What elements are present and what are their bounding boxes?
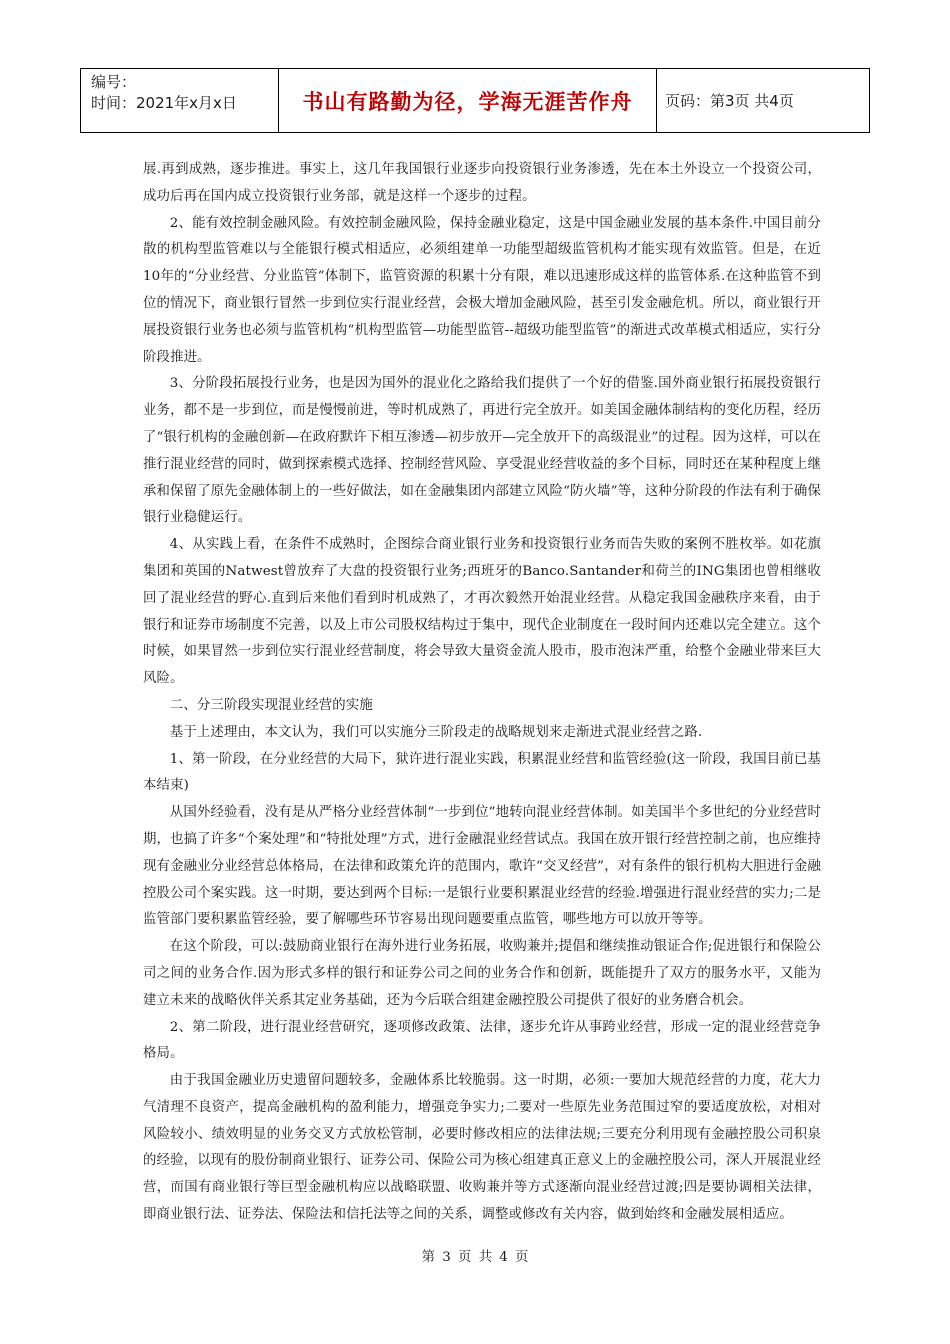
- header-motto: 书山有路勤为径，学海无涯苦作舟: [279, 69, 657, 132]
- page-header: [80, 68, 870, 133]
- paragraph: 展.再到成熟，逐步推进。事实上，这几年我国银行业逐步向投资银行业务渗透，先在本土外设立一个投资公司，成功后再在国内成立投资银行业务部，就是这样一个逐步的过程。: [143, 162, 821, 204]
- document-body: [143, 157, 821, 1229]
- paragraph: 二、分三阶段实现混业经营的实施: [169, 697, 373, 713]
- paragraph: 2、第二阶段，进行混业经营研究，逐项修改政策、法律，逐步允许从事跨业经营，形成一定的混业经营竞争格局。: [143, 1019, 821, 1062]
- paragraph: 1、第一阶段，在分业经营的大局下，狱许进行混业实践，积累混业经营和监管经验(这一阶段，我国目前已基本结束): [143, 751, 821, 794]
- paragraph: 3、分阶段拓展投行业务，也是因为国外的混业化之路给我们提供了一个好的借鉴.国外商业银行拓展投资银行业务，都不是一步到位，而是慢慢前进，等时机成熟了，再进行完全放开。如美国金融体制结构的变化历程，经历了“银行机构的金融创新—在政府默许下相互渗透—初步放开—完全放开下的高级混业”的过程。因为这样，可以在推行混业经营的同时，做到探索模式选择、控制经营风险、享受混业经营收益的多个目标，同时还在某种程度上继承和保留了原先金融体制上的一些好做法，如在金融集团内部建立风险“防火墙”等，这种分阶段的作法有利于确保银行业稳健运行。: [143, 376, 821, 526]
- time-label: 时间：2021年x月x日: [91, 94, 237, 112]
- paragraph: 在这个阶段，可以:鼓励商业银行在海外进行业务拓展，收购兼并;提倡和继续推动银证合作;促进银行和保险公司之间的业务合作.因为形式多样的银行和证券公司之间的业务合作和创新，既能提升了双方的服务水平，又能为建立未来的战略伙伴关系其定业务基础，还为今后联合组建金融控股公司提供了很好的业务磨合机会。: [143, 939, 821, 1008]
- paragraph: 基于上述理由，本文认为，我们可以实施分三阶段走的战略规划来走渐进式混业经营之路.: [169, 724, 703, 740]
- paragraph: 2、能有效控制金融风险。有效控制金融风险，保持金融业稳定，这是中国金融业发展的基本条件.中国目前分散的机构型监管难以与全能银行模式相适应，必须组建单一功能型超级监管机构才能实现有效监管。但是，在近10年的“分业经营、分业监管”体制下，监管资源的积累十分有限，难以迅速形成这样的监管体系.在这种监管不到位的情况下，商业银行冒然一步到位实行混业经营，会极大增加金融风险，甚至引发金融危机。所以，商业银行开展投资银行业务也必须与监管机构“机构型监管—功能型监管--超级功能型监管”的渐进式改革模式相适应，实行分阶段推进。: [143, 215, 821, 365]
- page-footer: 第 3 页 共 4 页: [421, 1250, 529, 1265]
- paragraph: 4、从实践上看，在条件不成熟时，企图综合商业银行业务和投资银行业务而告失败的案例不胜枚举。如花旗集团和英国的Natwest曾放弃了大盘的投资银行业务;西班牙的Banco.Santander和荷兰的ING集团也曾相继收回了混业经营的野心.直到后来他们看到时机成熟了，才再次毅然开始混业经营。从稳定我国金融秩序来看，由于银行和证券市场制度不完善，以及上市公司股权结构过于集中，现代企业制度在一段时间内还难以完全建立。这个时候，如果冒然一步到位实行混业经营制度，将会导致大量资金流人股市，股市泡沫严重，给整个金融业带来巨大风险。: [143, 537, 821, 687]
- header-meta-cell: [81, 69, 279, 132]
- paragraph: 从国外经验看，没有是从严格分业经营体制“一步到位”地转向混业经营体制。如美国半个多世纪的分业经营时期，也搞了许多“个案处理”和“特批处理”方式，进行金融混业经营试点。我国在放开银行经营控制之前，也应维持现有金融业分业经营总体格局，在法律和政策允许的范围内，歌许“交叉经营”，对有条件的银行机构大胆进行金融控股公司个案实践。这一时期，要达到两个目标:一是银行业要积累混业经营的经验.增强进行混业经营的实力;二是监管部门要积累监管经验，要了解哪些环节容易出现问题要重点监管，哪些地方可以放开等等。: [143, 805, 821, 928]
- paragraph: 由于我国金融业历史遗留问题较多，金融体系比较脆弱。这一时期，必须:一要加大规范经营的力度，花大力气清理不良资产，提高金融机构的盈利能力，增强竞争实力;二要对一些原先业务范围过窄的要适度放松，对相对风险较小、绩效明显的业务交叉方式放松管制，必要时修改相应的法律法规;三要充分利用现有金融控股公司积泉的经验，以现有的股份制商业银行、证券公司、保险公司为核心组建真正意义上的金融控股公司，深人开展混业经营，而国有商业银行等巨型金融机构应以战略联盟、收购兼并等方式逐渐向混业经营过渡;四是要协调相关法律，即商业银行法、证券法、保险法和信托法等之间的关系，调整或修改有关内容，做到始终和金融发展相适应。: [143, 1073, 821, 1223]
- header-page-info: 页码：第3页 共4页: [665, 92, 794, 110]
- doc-number-label: 编号：: [91, 73, 137, 91]
